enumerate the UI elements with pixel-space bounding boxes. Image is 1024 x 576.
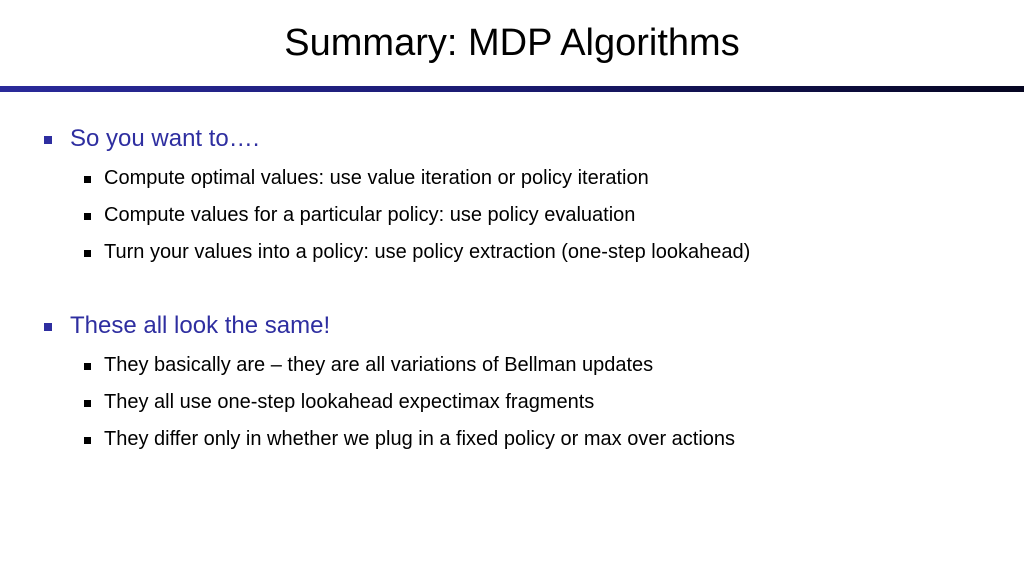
square-bullet-icon [84,213,91,220]
square-bullet-icon [84,437,91,444]
slide-title: Summary: MDP Algorithms [284,22,740,64]
bullet-level2 [84,347,1004,384]
sub-bullet-text: Compute values for a particular policy: use policy evaluation [104,204,636,226]
square-bullet-icon [84,176,91,183]
bullet-text: These all look the same! [70,312,331,339]
sub-bullet-list [44,347,1004,458]
sub-bullet-text: They basically are – they are all variations of Bellman updates [104,354,654,376]
square-bullet-icon [44,323,52,331]
spacer [44,271,1004,309]
bullet-level1 [44,309,1004,343]
square-bullet-icon [84,400,91,407]
sub-bullet-text: Turn your values into a policy: use policy extraction (one-step lookahead) [104,241,751,263]
sub-bullet-text: Compute optimal values: use value iteration or policy iteration [104,167,649,189]
square-bullet-icon [84,363,91,370]
sub-bullet-list [44,160,1004,271]
bullet-level2 [84,234,1004,271]
title-divider [0,86,1024,92]
sub-bullet-text: They differ only in whether we plug in a fixed policy or max over actions [104,428,736,450]
square-bullet-icon [84,250,91,257]
sub-bullet-text: They all use one-step lookahead expectimax fragments [104,391,595,413]
square-bullet-icon [44,136,52,144]
bullet-level2 [84,421,1004,458]
bullet-level2 [84,160,1004,197]
slide-body [44,122,1004,458]
bullet-level2 [84,197,1004,234]
bullet-level1 [44,122,1004,156]
bullet-text: So you want to…. [70,125,260,152]
bullet-level2 [84,384,1004,421]
